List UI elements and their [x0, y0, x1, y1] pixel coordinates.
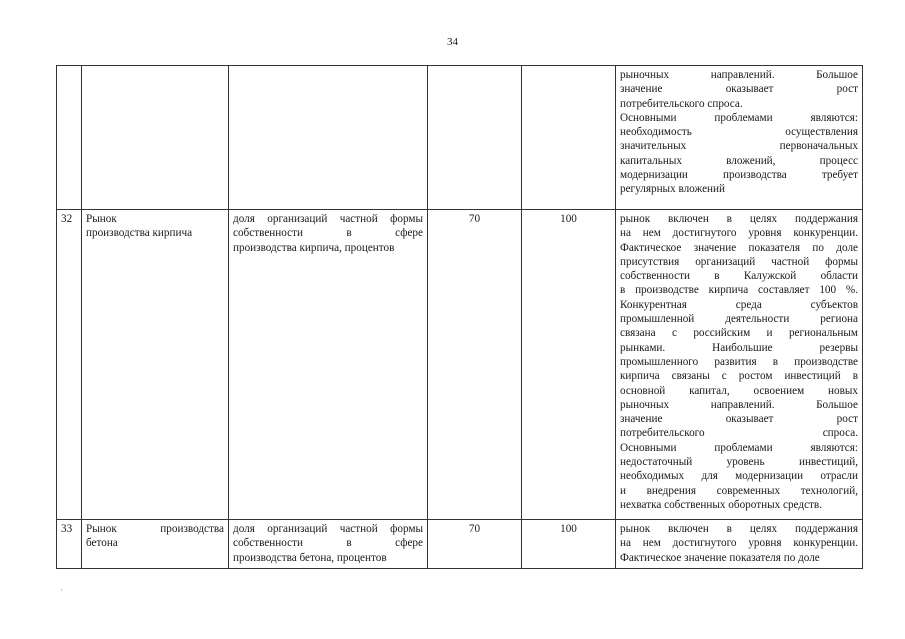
market-name — [82, 66, 229, 210]
text-line: рыночных направлений. Большое — [620, 69, 858, 81]
text-line: на нем достигнутого уровня конкуренции. — [620, 227, 858, 240]
indicator-value-1: 70 — [428, 210, 522, 520]
text-line: доля организаций частной формы — [233, 523, 423, 535]
text-line: производства кирпича — [86, 227, 193, 240]
indicator-value-1: 70 — [428, 520, 522, 569]
text-line: производства кирпича, процентов — [233, 241, 395, 254]
text-line: связана с российским и региональным — [620, 327, 858, 340]
text-line: промышленной деятельности региона — [620, 313, 858, 326]
text-line: рынок включен в целях поддержания — [620, 213, 858, 225]
text-line: рынок включен в целях поддержания — [620, 523, 858, 535]
text-line: Конкурентная среда субъектов — [620, 298, 858, 311]
row-number — [57, 66, 82, 210]
table-row — [57, 66, 863, 210]
text-line: и внедрения современных технологий, — [620, 484, 858, 497]
text-line: модернизации производства требует — [620, 169, 858, 182]
table-row — [57, 210, 863, 520]
page-number: 34 — [447, 36, 458, 48]
text-line: потребительского спроса. — [620, 97, 743, 110]
text-line: производства бетона, процентов — [233, 551, 387, 564]
indicator-value-2: 100 — [522, 210, 616, 520]
text-line: Основными проблемами являются: — [620, 441, 858, 454]
text-line: значение оказывает рост — [620, 413, 858, 426]
text-line: нехватка собственных оборотных средств. — [620, 498, 823, 511]
text-line: бетона — [86, 537, 118, 550]
indicator-value-2 — [522, 66, 616, 210]
text-line: капитальных вложений, процесс — [620, 154, 858, 167]
text-line: доля организаций частной формы — [233, 213, 423, 225]
text-line: присутствия организаций частной формы — [620, 255, 858, 268]
market-commentary — [616, 210, 863, 520]
indicator-value-2: 100 — [522, 520, 616, 569]
text-line: значение оказывает рост — [620, 83, 858, 96]
text-line: недостаточный уровень инвестиций, — [620, 456, 858, 469]
text-line: Фактическое значение показателя по доле — [620, 551, 820, 564]
text-line: собственности в Калужской области — [620, 270, 858, 283]
text-line: значительных первоначальных — [620, 140, 858, 153]
competition-table — [56, 65, 863, 569]
text-line: собственности в сфере — [233, 227, 423, 240]
text-line: потребительского спроса. — [620, 427, 858, 440]
text-line: Фактическое значение показателя по доле — [620, 241, 858, 254]
text-line: Рынок производства — [86, 523, 224, 535]
indicator-description — [229, 66, 428, 210]
text-line: собственности в сфере — [233, 537, 423, 550]
market-name — [82, 210, 229, 520]
text-line: кирпича связаны с ростом инвестиций в — [620, 370, 858, 383]
text-line: рыночных направлений. Большое — [620, 398, 858, 411]
scan-dot: · — [60, 585, 63, 595]
market-name — [82, 520, 229, 569]
market-commentary — [616, 66, 863, 210]
table-row — [57, 520, 863, 569]
text-line: в производстве кирпича составляет 100 %. — [620, 284, 858, 297]
market-commentary — [616, 520, 863, 569]
row-number: 33 — [57, 520, 82, 569]
text-line: рынками. Наибольшие резервы — [620, 341, 858, 354]
text-line: регулярных вложений — [620, 183, 726, 196]
text-line: необходимых для модернизации отрасли — [620, 470, 858, 483]
indicator-value-1 — [428, 66, 522, 210]
indicator-description — [229, 210, 428, 520]
indicator-description — [229, 520, 428, 569]
text-line: промышленного развития в производстве — [620, 355, 858, 368]
row-number: 32 — [57, 210, 82, 520]
text-line: на нем достигнутого уровня конкуренции. — [620, 537, 858, 550]
text-line: необходимость осуществления — [620, 126, 858, 139]
text-line: основной капитал, освоением новых — [620, 384, 858, 397]
text-line: Основными проблемами являются: — [620, 111, 858, 124]
text-line: Рынок — [86, 213, 117, 225]
